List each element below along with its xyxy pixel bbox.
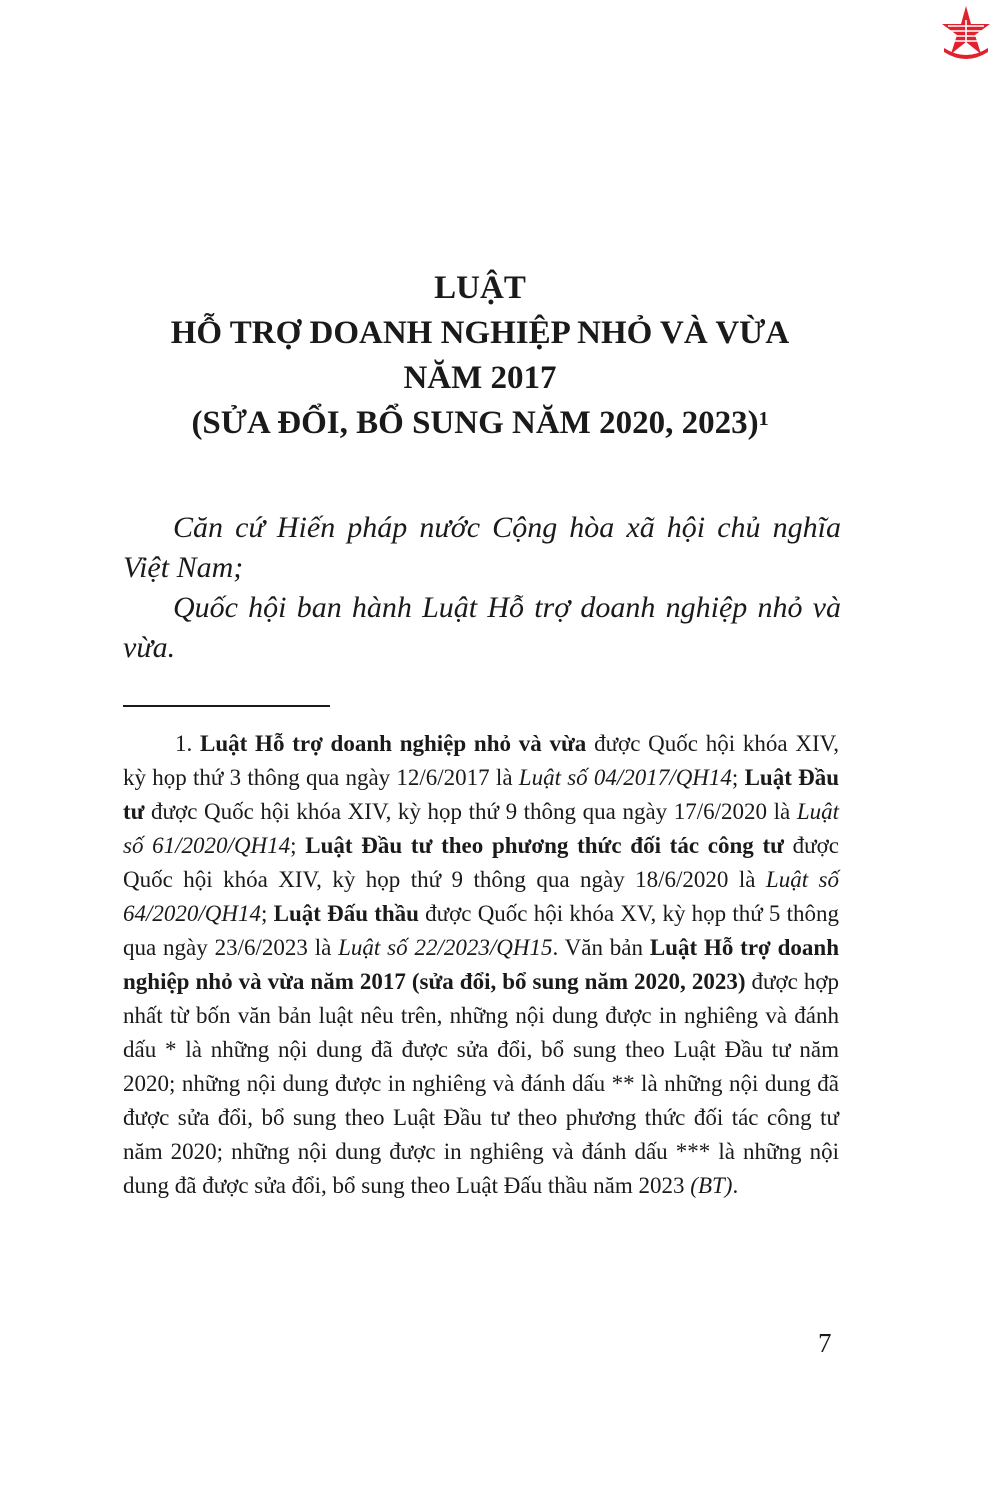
preamble-paragraph-2: Quốc hội ban hành Luật Hỗ trợ doanh nghiệp nhỏ và vừa. — [123, 591, 841, 664]
footnote-segment: . — [732, 1173, 739, 1198]
footnote-segment: Luật số 61/2020/QH14 — [123, 799, 839, 858]
footnote-segment: ; — [731, 765, 745, 790]
footnote-divider — [123, 705, 330, 707]
footnote-reference[interactable]: 1 — [758, 408, 769, 430]
footnote-segment: . Văn bản — [552, 935, 650, 960]
preamble-paragraph-1: Căn cứ Hiến pháp nước Cộng hòa xã hội chủ nghĩa Việt Nam; — [123, 511, 841, 584]
page-number: 7 — [818, 1328, 832, 1358]
footnote-segment: ; — [290, 833, 306, 858]
footnote-segment: Luật số 22/2023/QH15 — [338, 935, 553, 960]
document-title — [120, 266, 840, 446]
title-line-4 — [120, 401, 840, 446]
footnote-segment: được Quốc hội khóa XIV, kỳ họp thứ 3 thông qua ngày 12/6/2017 là — [123, 731, 839, 790]
footnote-segment: Luật số 04/2017/QH14 — [518, 765, 732, 790]
footnote-segment: Luật Hỗ trợ doanh nghiệp nhỏ và vừa năm 2017 (sửa đổi, bổ sung năm 2020, 2023) — [123, 935, 839, 994]
footnote-segment: Luật Đấu thầu — [273, 901, 419, 926]
preamble — [123, 508, 841, 668]
footnote-segment: ; — [261, 901, 274, 926]
footnote-segment: được Quốc hội khóa XV, kỳ họp thứ 5 thông qua ngày 23/6/2023 là — [123, 901, 840, 960]
footnote-segment: 1. — [175, 731, 201, 756]
footnote-segment: Luật Hỗ trợ doanh nghiệp nhỏ và vừa — [200, 731, 587, 756]
footnote-segment: Luật Đầu tư theo phương thức đối tác công tư — [305, 833, 784, 858]
title-line-1: LUẬT — [434, 270, 526, 306]
footnote-segment: Luật số 64/2020/QH14 — [123, 867, 839, 926]
footnote-segment: được Quốc hội khóa XIV, kỳ họp thứ 9 thông qua ngày 17/6/2020 là — [144, 799, 797, 824]
title-line-2: HỖ TRỢ DOANH NGHIỆP NHỎ VÀ VỪA — [170, 315, 790, 351]
footnote-segment: (BT) — [690, 1173, 733, 1198]
title-line-3: NĂM 2017 — [403, 360, 557, 396]
footnote-segment: được hợp nhất từ bốn văn bản luật nêu trên, những nội dung được in nghiêng và đánh dấu * là những nội dung đã được sửa đổi, bổ sung theo Luật Đầu tư năm 2020; những nội dung được in nghiêng và đánh dấu ** là những nội dung đã được sửa đổi, bổ sung theo Luật Đầu tư theo phương thức đối tác công tư năm 2020; những nội dung được in nghiêng và đánh dấu *** là những nội dung đã được sửa đổi, bổ sung theo Luật Đấu thầu năm 2023 — [123, 969, 840, 1198]
footnote-segment: được Quốc hội khóa XIV, kỳ họp thứ 9 thông qua ngày 18/6/2020 là — [123, 833, 839, 892]
title-line-4-text: (SỬA ĐỔI, BỔ SUNG NĂM 2020, 2023) — [191, 405, 759, 441]
footnote-segment: Luật Đầu tư — [123, 765, 840, 824]
star-emblem-icon — [934, 2, 998, 66]
footnote-text — [123, 727, 839, 1203]
